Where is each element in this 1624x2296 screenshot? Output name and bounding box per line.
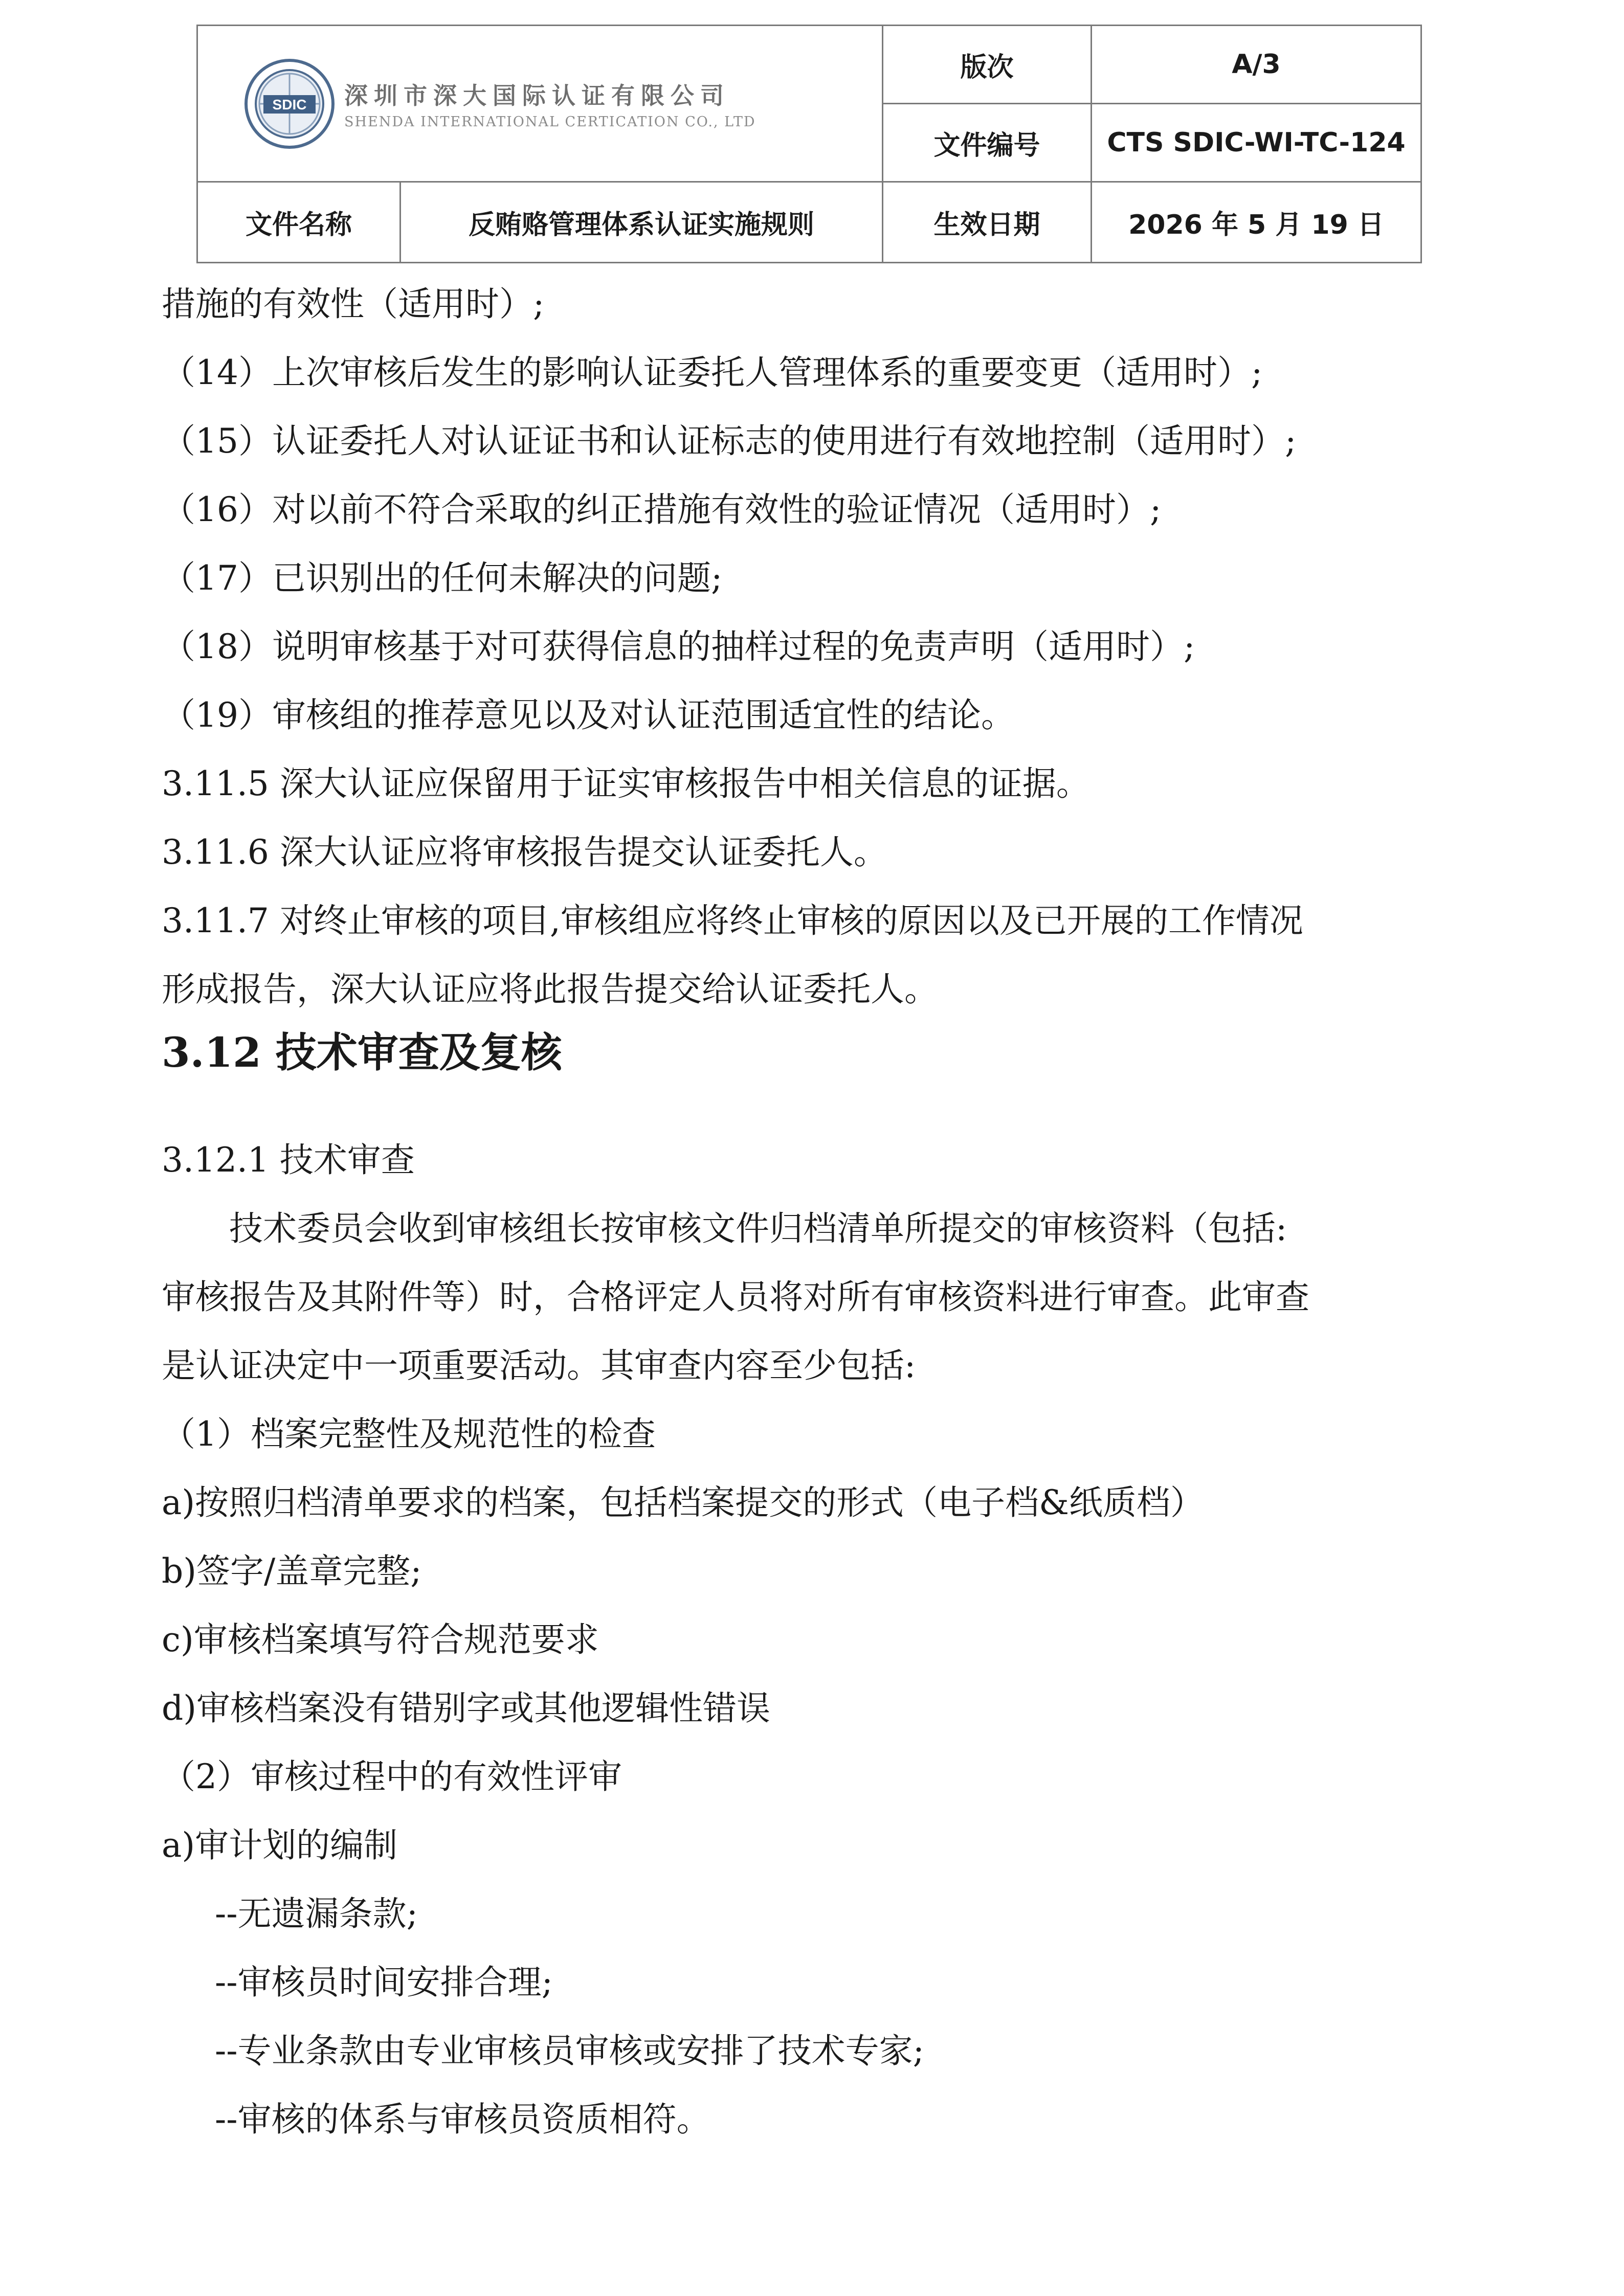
review-item-1a: a)按照归档清单要求的档案，包括档案提交的形式（电子档&纸质档） (162, 1483, 1204, 1522)
logo-text: SDIC (272, 96, 307, 112)
review-item-2a: a)审计划的编制 (162, 1826, 398, 1865)
subsection-heading: 3.12.1 技术审查 (162, 1140, 415, 1180)
body-line: 措施的有效性（适用时）; (162, 284, 545, 324)
paragraph-line: 审核报告及其附件等）时，合格评定人员将对所有审核资料进行审查。此审查 (162, 1277, 1309, 1317)
dash-item: --审核的体系与审核员资质相符。 (215, 2100, 710, 2139)
review-item-1d: d)审核档案没有错别字或其他逻辑性错误 (162, 1689, 770, 1728)
company-name-cn: 深圳市深大国际认证有限公司 (344, 82, 730, 109)
dash-item: --审核员时间安排合理; (215, 1963, 553, 2002)
list-item-15: （15）认证委托人对认证证书和认证标志的使用进行有效地控制（适用时）; (162, 421, 1297, 461)
effective-date-label: 生效日期 (883, 182, 1092, 263)
doc-name-value: 反贿赂管理体系认证实施规则 (401, 182, 883, 263)
clause-3-11-5: 3.11.5 深大认证应保留用于证实审核报告中相关信息的证据。 (162, 764, 1090, 803)
doc-number-value: CTS SDIC-WI-TC-124 (1092, 104, 1421, 182)
list-item-14: （14）上次审核后发生的影响认证委托人管理体系的重要变更（适用时）; (162, 353, 1263, 392)
dash-item: --专业条款由专业审核员审核或安排了技术专家; (215, 2031, 924, 2070)
review-item-1: （1）档案完整性及规范性的检查 (162, 1414, 656, 1454)
version-label: 版次 (883, 26, 1092, 104)
list-item-19: （19）审核组的推荐意见以及对认证范围适宜性的结论。 (162, 695, 1015, 735)
doc-number-label: 文件编号 (883, 104, 1092, 182)
document-body (162, 270, 1471, 2154)
list-item-18: （18）说明审核基于对可获得信息的抽样过程的免责声明（适用时）; (162, 627, 1195, 666)
list-item-17: （17）已识别出的任何未解决的问题; (162, 558, 723, 598)
doc-name-label: 文件名称 (197, 182, 401, 263)
company-seal-logo (244, 58, 335, 149)
paragraph-line: 是认证决定中一项重要活动。其审查内容至少包括: (162, 1346, 916, 1385)
section-heading: 3.12 技术审查及复核 (162, 1028, 562, 1076)
clause-3-11-7: 3.11.7 对终止审核的项目,审核组应将终止审核的原因以及已开展的工作情况 (162, 901, 1303, 940)
review-item-1b: b)签字/盖章完整; (162, 1551, 422, 1591)
dash-item: --无遗漏条款; (215, 1894, 418, 1933)
clause-3-11-6: 3.11.6 深大认证应将审核报告提交认证委托人。 (162, 832, 887, 872)
review-item-1c: c)审核档案填写符合规范要求 (162, 1620, 599, 1659)
list-item-16: （16）对以前不符合采取的纠正措施有效性的验证情况（适用时）; (162, 490, 1162, 529)
review-item-2: （2）审核过程中的有效性评审 (162, 1757, 622, 1796)
clause-3-11-7-continued: 形成报告，深大认证应将此报告提交给认证委托人。 (162, 970, 938, 1009)
effective-date-value: 2026 年 5 月 19 日 (1092, 182, 1421, 263)
company-name-en: SHENDA INTERNATIONAL CERTICATION CO., LTD (344, 114, 756, 130)
document-header-table (196, 25, 1422, 263)
company-logo-cell (197, 26, 883, 182)
paragraph-line: 技术委员会收到审核组长按审核文件归档清单所提交的审核资料（包括: (229, 1209, 1287, 1248)
version-value: A/3 (1092, 26, 1421, 104)
